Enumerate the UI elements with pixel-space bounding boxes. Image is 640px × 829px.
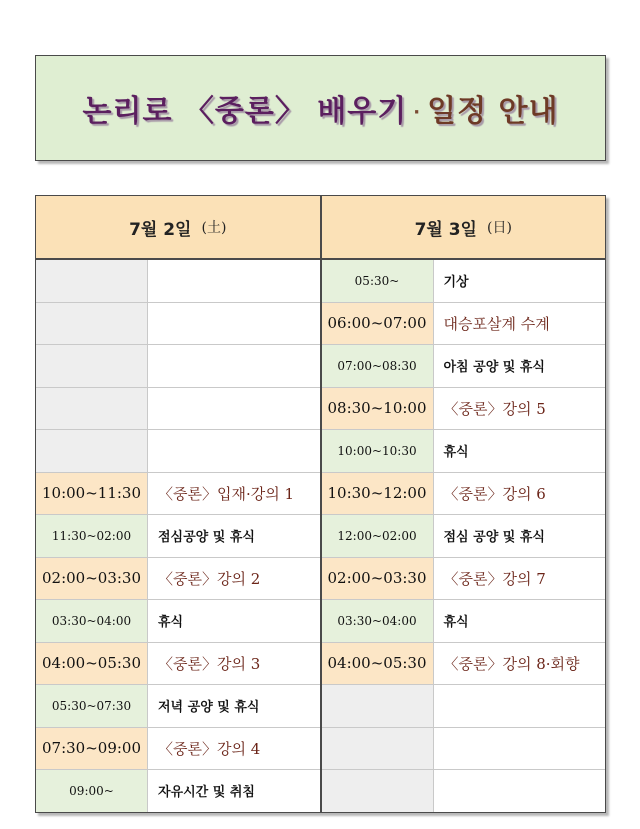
activity-cell: 저녁 공양 및 휴식 xyxy=(158,700,260,716)
schedule-row xyxy=(322,515,606,558)
time-cell xyxy=(36,303,148,345)
day-header xyxy=(322,196,606,260)
schedule-row xyxy=(36,515,320,558)
time-cell xyxy=(36,388,148,430)
schedule-row xyxy=(322,685,606,728)
activity-cell: 휴식 xyxy=(443,445,469,461)
time-cell: 11:30~02:00 xyxy=(36,515,148,557)
time-cell: 10:30~12:00 xyxy=(322,473,434,515)
activity-cell: 〈중론〉강의 4 xyxy=(158,739,261,758)
schedule-row xyxy=(322,473,606,516)
time-cell: 03:30~04:00 xyxy=(36,600,148,642)
activity-cell xyxy=(148,345,320,387)
schedule-row xyxy=(322,728,606,771)
time-cell: 02:00~03:30 xyxy=(36,558,148,600)
activity-cell: 〈중론〉강의 6 xyxy=(443,484,546,503)
activity-cell: 〈중론〉강의 2 xyxy=(158,569,261,588)
activity-cell: 아침 공양 및 휴식 xyxy=(443,360,545,376)
schedule-row xyxy=(36,643,320,686)
time-cell: 07:00~08:30 xyxy=(322,345,434,387)
activity-cell: 휴식 xyxy=(443,615,469,631)
activity-cell: 〈중론〉입재·강의 1 xyxy=(158,484,295,503)
activity-cell xyxy=(148,388,320,430)
day-date: 7월 3일 xyxy=(414,219,477,240)
title-main: 논리로 〈중론〉 배우기 xyxy=(82,94,408,129)
activity-cell: 점심 공양 및 휴식 xyxy=(443,530,545,546)
activity-cell: 자유시간 및 취침 xyxy=(158,785,255,801)
title-banner xyxy=(35,55,606,161)
day-rows xyxy=(36,260,320,812)
schedule-row xyxy=(322,345,606,388)
day-rows xyxy=(322,260,606,812)
schedule-row xyxy=(36,728,320,771)
activity-cell: 〈중론〉강의 7 xyxy=(443,569,546,588)
activity-cell xyxy=(434,728,606,770)
schedule-row xyxy=(322,643,606,686)
schedule-row xyxy=(322,388,606,431)
activity-cell xyxy=(148,303,320,345)
day-weekday: (土) xyxy=(201,220,227,236)
time-cell: 04:00~05:30 xyxy=(322,643,434,685)
schedule-row xyxy=(36,558,320,601)
time-cell: 10:00~10:30 xyxy=(322,430,434,472)
time-cell: 12:00~02:00 xyxy=(322,515,434,557)
schedule-row xyxy=(36,600,320,643)
schedule-row xyxy=(322,600,606,643)
schedule-row xyxy=(36,473,320,516)
time-cell: 07:30~09:00 xyxy=(36,728,148,770)
title-sub: 일정 안내 xyxy=(427,94,559,129)
time-cell xyxy=(322,770,434,812)
time-cell: 05:30~07:30 xyxy=(36,685,148,727)
activity-cell: 〈중론〉강의 3 xyxy=(158,654,261,673)
time-cell: 05:30~ xyxy=(322,260,434,302)
schedule-row xyxy=(322,558,606,601)
time-cell xyxy=(322,685,434,727)
time-cell: 09:00~ xyxy=(36,770,148,812)
time-cell: 03:30~04:00 xyxy=(322,600,434,642)
schedule-row xyxy=(36,770,320,812)
activity-cell xyxy=(434,685,606,727)
day-header xyxy=(36,196,320,260)
schedule-row xyxy=(322,303,606,346)
schedule-row xyxy=(322,260,606,303)
day-column-2 xyxy=(320,196,606,812)
time-cell: 02:00~03:30 xyxy=(322,558,434,600)
time-cell: 10:00~11:30 xyxy=(36,473,148,515)
activity-cell: 기상 xyxy=(443,275,469,291)
activity-cell: 〈중론〉강의 8·회향 xyxy=(443,654,580,673)
title-separator: · xyxy=(413,102,422,123)
activity-cell: 〈중론〉강의 5 xyxy=(443,399,546,418)
schedule-row xyxy=(322,430,606,473)
activity-cell: 점심공양 및 휴식 xyxy=(158,530,255,546)
schedule-row xyxy=(36,260,320,303)
schedule-row xyxy=(36,345,320,388)
activity-cell: 대승포살계 수계 xyxy=(443,314,550,333)
schedule-row xyxy=(322,770,606,812)
day-weekday: (日) xyxy=(486,220,512,236)
day-column-1 xyxy=(36,196,320,812)
schedule-table xyxy=(35,195,606,813)
time-cell xyxy=(36,345,148,387)
activity-cell xyxy=(148,260,320,302)
time-cell xyxy=(322,728,434,770)
time-cell xyxy=(36,430,148,472)
day-date: 7월 2일 xyxy=(129,219,192,240)
time-cell: 04:00~05:30 xyxy=(36,643,148,685)
schedule-row xyxy=(36,430,320,473)
page-title xyxy=(83,86,559,130)
schedule-row xyxy=(36,685,320,728)
schedule-row xyxy=(36,388,320,431)
schedule-row xyxy=(36,303,320,346)
time-cell: 06:00~07:00 xyxy=(322,303,434,345)
activity-cell: 휴식 xyxy=(158,615,184,631)
activity-cell xyxy=(434,770,606,812)
time-cell xyxy=(36,260,148,302)
activity-cell xyxy=(148,430,320,472)
time-cell: 08:30~10:00 xyxy=(322,388,434,430)
